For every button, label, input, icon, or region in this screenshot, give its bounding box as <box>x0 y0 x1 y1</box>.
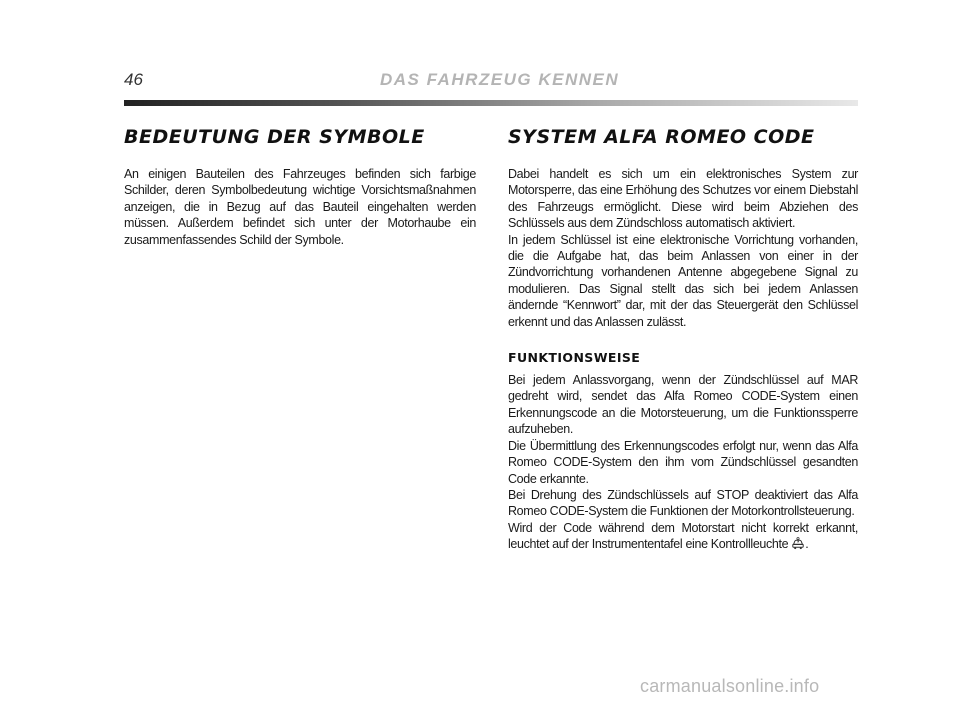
header-rule <box>124 100 858 106</box>
funktion-paragraph-3: Bei Drehung des Zündschlüssels auf STOP deaktiviert das Alfa Romeo CODE-System die Funktionen der Motorkontrollsteuerung. <box>508 487 858 519</box>
funktion-paragraph-4 <box>508 520 858 555</box>
funktion-paragraph-2: Die Übermittlung des Erkennungscodes erfolgt nur, wenn das Alfa Romeo CODE-System den ihm vom Zündschlüssel gesandten Code erkannte. <box>508 438 858 486</box>
funktion-paragraph-4-end: . <box>805 537 809 552</box>
car-key-warning-icon <box>791 537 805 554</box>
page-number: 46 <box>124 70 143 89</box>
section-title-symbols: BEDEUTUNG DER SYMBOLE <box>124 126 425 148</box>
alfa-code-paragraph-2: In jedem Schlüssel ist eine elektronische Vorrichtung vorhanden, die die Aufgabe hat, das beim Anlassen von einer in der Zündvorrichtung vorhandenen Antenne abgegebene Signal zu modulieren. Das Signal stellt das sich bei jedem Anlassen ändernde “Kennwort” dar, mit der das Steuergerät den Schlüssel erkennt und das Anlassen zulässt. <box>508 232 858 329</box>
symbols-paragraph: An einigen Bauteilen des Fahrzeuges befinden sich farbige Schilder, deren Symbolbedeutung wichtige Vorsichtsmaßnahmen anzeigen, die in Bezug auf das Bauteil eingehalten werden müssen. Außerdem befindet sich unter der Motorhaube ein zusammenfassendes Schild der Symbole. <box>124 167 476 247</box>
left-column <box>124 126 476 248</box>
alfa-code-paragraph-1: Dabei handelt es sich um ein elektronisches System zur Motorsperre, das eine Erhöhung des Schutzes vor einem Diebstahl des Fahrzeugs ermöglicht. Diese wird beim Abziehen des Schlüssels aus dem Zündschloss automatisch aktiviert. <box>508 167 858 231</box>
funktion-paragraph-1: Bei jedem Anlassvorgang, wenn der Zündschlüssel auf MAR gedreht wird, sendet das Alfa Romeo CODE-System einen Erkennungscode an die Motorsteuerung, um die Funktionssperre aufzuheben. <box>508 373 858 437</box>
right-column <box>508 126 858 555</box>
subheading-funktionsweise: FUNKTIONSWEISE <box>508 350 641 366</box>
funktion-paragraph-4-text: Wird der Code während dem Motorstart nicht korrekt erkannt, leuchtet auf der Instrumententafel eine Kontrollleuchte <box>508 520 858 552</box>
running-title: DAS FAHRZEUG KENNEN <box>380 70 620 89</box>
section-title-alfa-code: SYSTEM ALFA ROMEO CODE <box>508 126 815 148</box>
watermark: carmanualsonline.info <box>640 676 820 696</box>
